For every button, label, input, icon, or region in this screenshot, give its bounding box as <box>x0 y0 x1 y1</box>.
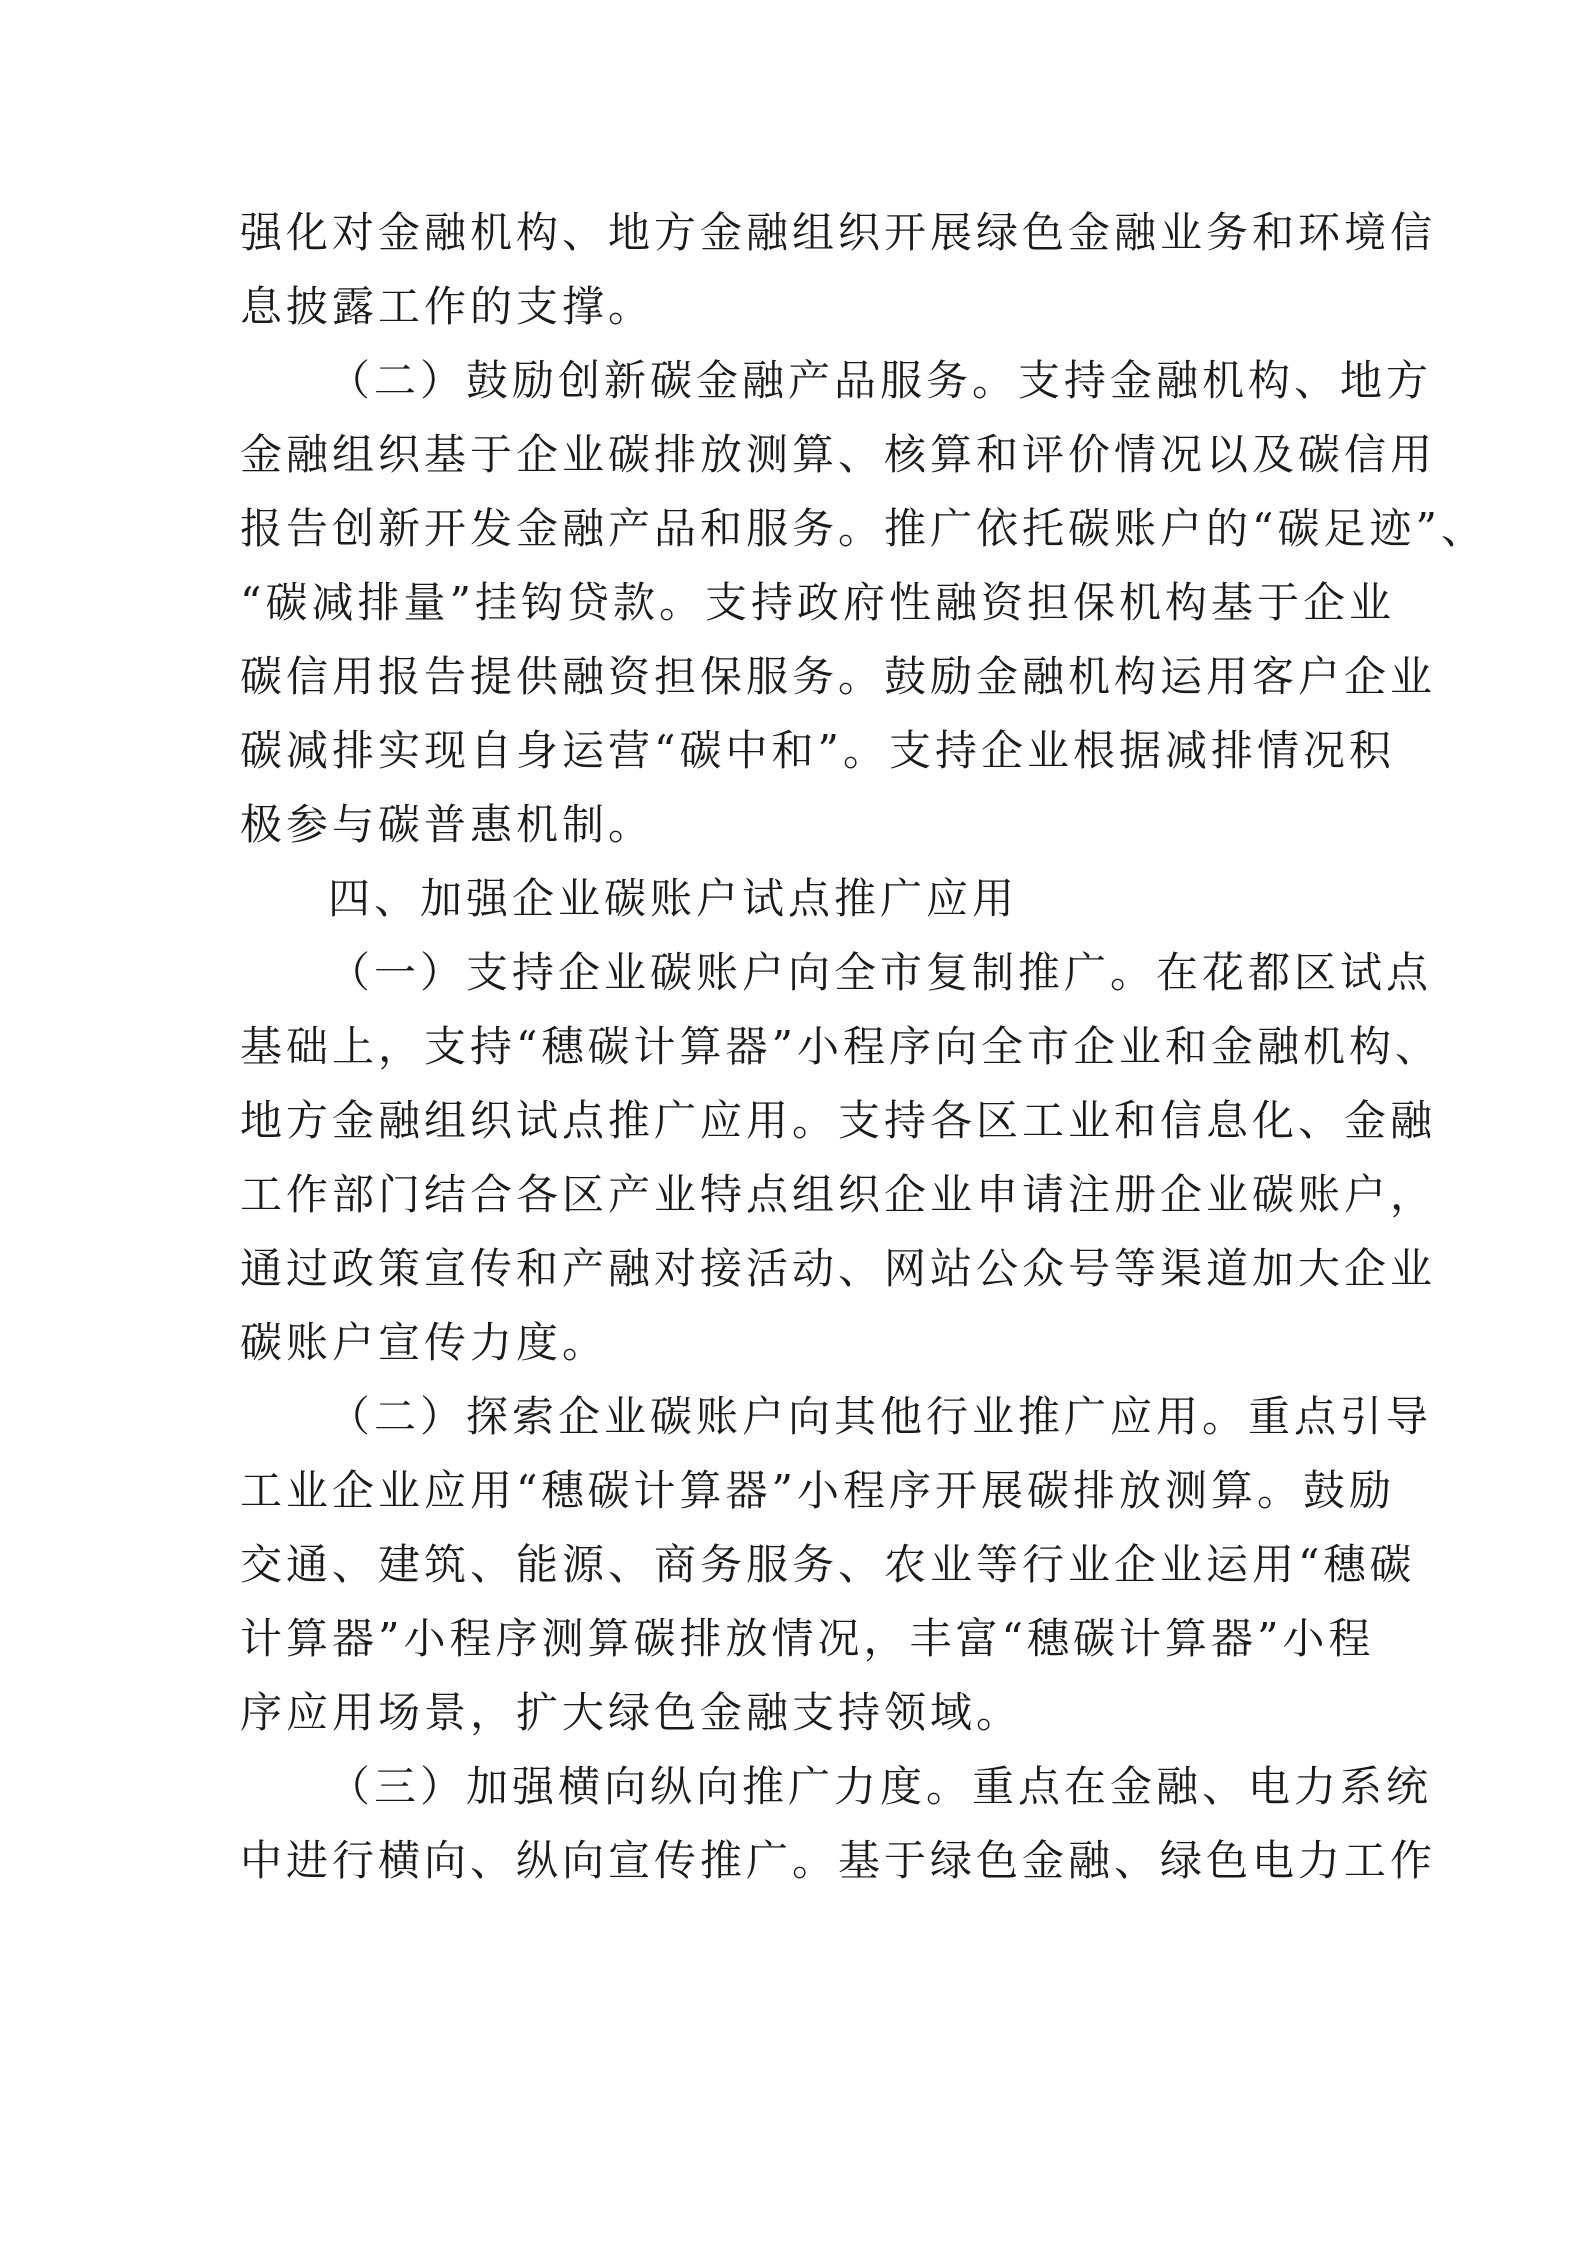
text-line: 强化对金融机构、地方金融组织开展绿色金融业务和环境信 <box>240 208 1437 257</box>
text-line: 碳账户宣传力度。 <box>240 1318 609 1367</box>
text-line: 金融组织基于企业碳排放测算、核算和评价情况以及碳信用 <box>240 430 1437 479</box>
text-line: （三）加强横向纵向推广力度。重点在金融、电力系统 <box>328 1762 1433 1811</box>
text-line: （二）探索企业碳账户向其他行业推广应用。重点引导 <box>328 1392 1433 1441</box>
text-line: 序应用场景，扩大绿色金融支持领域。 <box>240 1688 1023 1737</box>
text-line: “碳减排量”挂钩贷款。支持政府性融资担保机构基于企业 <box>240 578 1395 627</box>
section-heading: 四、加强企业碳账户试点推广应用 <box>328 874 1019 923</box>
text-line: 基础上，支持“穗碳计算器”小程序向全市企业和金融机构、 <box>240 1022 1441 1071</box>
text-line: （二）鼓励创新碳金融产品服务。支持金融机构、地方 <box>328 356 1433 405</box>
text-line: 碳信用报告提供融资担保服务。鼓励金融机构运用客户企业 <box>240 652 1437 701</box>
text-line: 息披露工作的支撑。 <box>240 282 655 331</box>
text-line: 碳减排实现自身运营“碳中和”。支持企业根据减排情况积 <box>240 726 1395 775</box>
text-line: 地方金融组织试点推广应用。支持各区工业和信息化、金融 <box>240 1096 1437 1145</box>
text-line: 中进行横向、纵向宣传推广。基于绿色金融、绿色电力工作 <box>240 1836 1437 1885</box>
text-line: （一）支持企业碳账户向全市复制推广。在花都区试点 <box>328 948 1433 997</box>
text-line: 极参与碳普惠机制。 <box>240 800 655 849</box>
text-line: 通过政策宣传和产融对接活动、网站公众号等渠道加大企业 <box>240 1244 1437 1293</box>
document-body <box>240 196 1487 1898</box>
text-line: 报告创新开发金融产品和服务。推广依托碳账户的“碳足迹”、 <box>240 504 1487 553</box>
text-line: 工业企业应用“穗碳计算器”小程序开展碳排放测算。鼓励 <box>240 1466 1395 1515</box>
text-line: 工作部门结合各区产业特点组织企业申请注册企业碳账户， <box>240 1170 1437 1219</box>
text-line: 计算器”小程序测算碳排放情况，丰富“穗碳计算器”小程 <box>240 1614 1375 1663</box>
text-line: 交通、建筑、能源、商务服务、农业等行业企业运用“穗碳 <box>240 1540 1416 1589</box>
